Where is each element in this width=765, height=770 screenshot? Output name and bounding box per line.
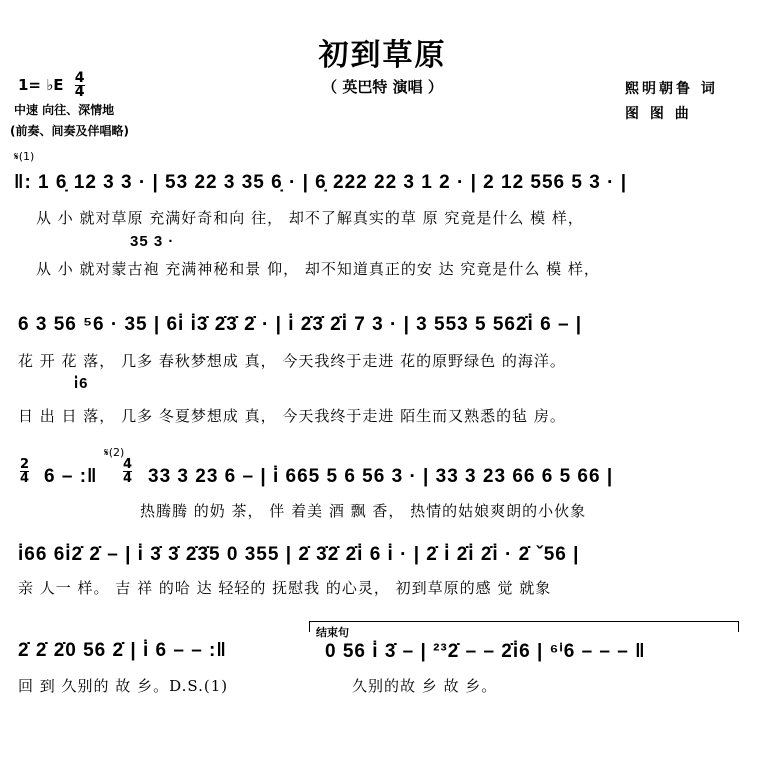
song-title: 初到草原: [318, 38, 447, 73]
notation-row-2: 6 3 56 ⁵6 · 35 | 6i̇ i̇3̇ 2̇3̇ 2̇ · | i̇ 2̇3̇ 2̇i̇ 7 3 · | 3 553 5 562̇i̇ 6 – |: [18, 314, 583, 335]
performer-credit: （ 英巴特 演唱 ）: [322, 78, 443, 96]
time-change-2-4: $\frac{2}{4}$: [20, 457, 30, 486]
key-signature: [18, 72, 85, 99]
lyricist-credit: 熙明朝鲁 词: [625, 81, 718, 97]
time-change-4-4: $\frac{4}{4}$: [123, 457, 133, 486]
lyrics-row-2-verse-2: 日 出 日 落， 几多 冬夏梦想成 真， 今天我终于走进 陌生而又熟悉的毡 房。: [18, 407, 566, 425]
alt-notation-row-2: i̇6: [74, 375, 89, 392]
notation-row-1: ‖: 1 6̣ 12 3 3 · | 53 22 3 35 6̣ · | 6̣ 222 22 3 1 2 · | 2 12 556 5 3 · |: [14, 172, 628, 193]
notation-row-3-pre: 6 – :‖: [44, 466, 98, 487]
lyrics-row-4: 亲 人一 样。 吉 祥 的哈 达 轻轻的 抚慰我 的心灵， 初到草原的感 觉 就象: [18, 579, 552, 597]
ending-label: 结束句: [316, 626, 349, 639]
time-signature: $\frac{4}{4}$: [74, 70, 85, 100]
lyrics-row-3: 热腾腾 的奶 茶， 伴 着美 酒 飘 香， 热情的姑娘爽朗的小伙象: [140, 502, 587, 520]
intro-note: (前奏、间奏及伴唱略): [10, 124, 129, 138]
alt-notation-row-1: 35 3 ·: [130, 233, 175, 250]
segno-marker-1: 𝄋(1): [14, 150, 35, 163]
lyrics-row-1-verse-1: 从 小 就对草原 充满好奇和向 往， 却不了解真实的草 原 究竟是什么 模 样，: [36, 209, 584, 227]
lyrics-row-1-verse-2: 从 小 就对蒙古袍 充满神秘和景 仰， 却不知道真正的安 达 究竟是什么 模 样，: [36, 260, 600, 278]
lyrics-row-5-pre: 回 到 久别的 故 乡。D.S.(1): [18, 677, 229, 695]
key-label: 1= ♭E: [18, 76, 64, 94]
ending-bracket: [309, 621, 739, 632]
notation-row-5-pre: 2̇ 2̇ 2̇0 56 2̇ | i̇ 6 – – :‖: [18, 640, 227, 661]
tempo-marking: 中速 向往、深情地: [14, 103, 115, 117]
notation-row-3: 33 3 23 6 – | i̇ 665 5 6 56 3 · | 33 3 23 66 6 5 66 |: [148, 466, 614, 487]
notation-row-4: i̇66 6i̇2̇ 2̇ – | i̇ 3̇ 3̇ 2̇3̇5 0 355 | 2̇ 3̇2̇ 2̇i̇ 6 i̇ · | 2̇ i̇ 2̇i̇ 2̇i̇ · 2̇ ˇ56 |: [18, 544, 580, 565]
notation-row-5: 0 56 i̇ 3̇ – | ²³2̇ – – 2̇i̇6 | ⁶ⁱ6 – – – ‖: [325, 641, 646, 662]
lyrics-row-5: 久别的故 乡 故 乡。: [352, 677, 498, 695]
composer-credit: 图 图 曲: [625, 106, 692, 122]
lyrics-row-2-verse-1: 花 开 花 落， 几多 春秋梦想成 真， 今天我终于走进 花的原野绿色 的海洋。: [18, 352, 566, 370]
segno-marker-2: 𝄋(2): [104, 446, 125, 459]
